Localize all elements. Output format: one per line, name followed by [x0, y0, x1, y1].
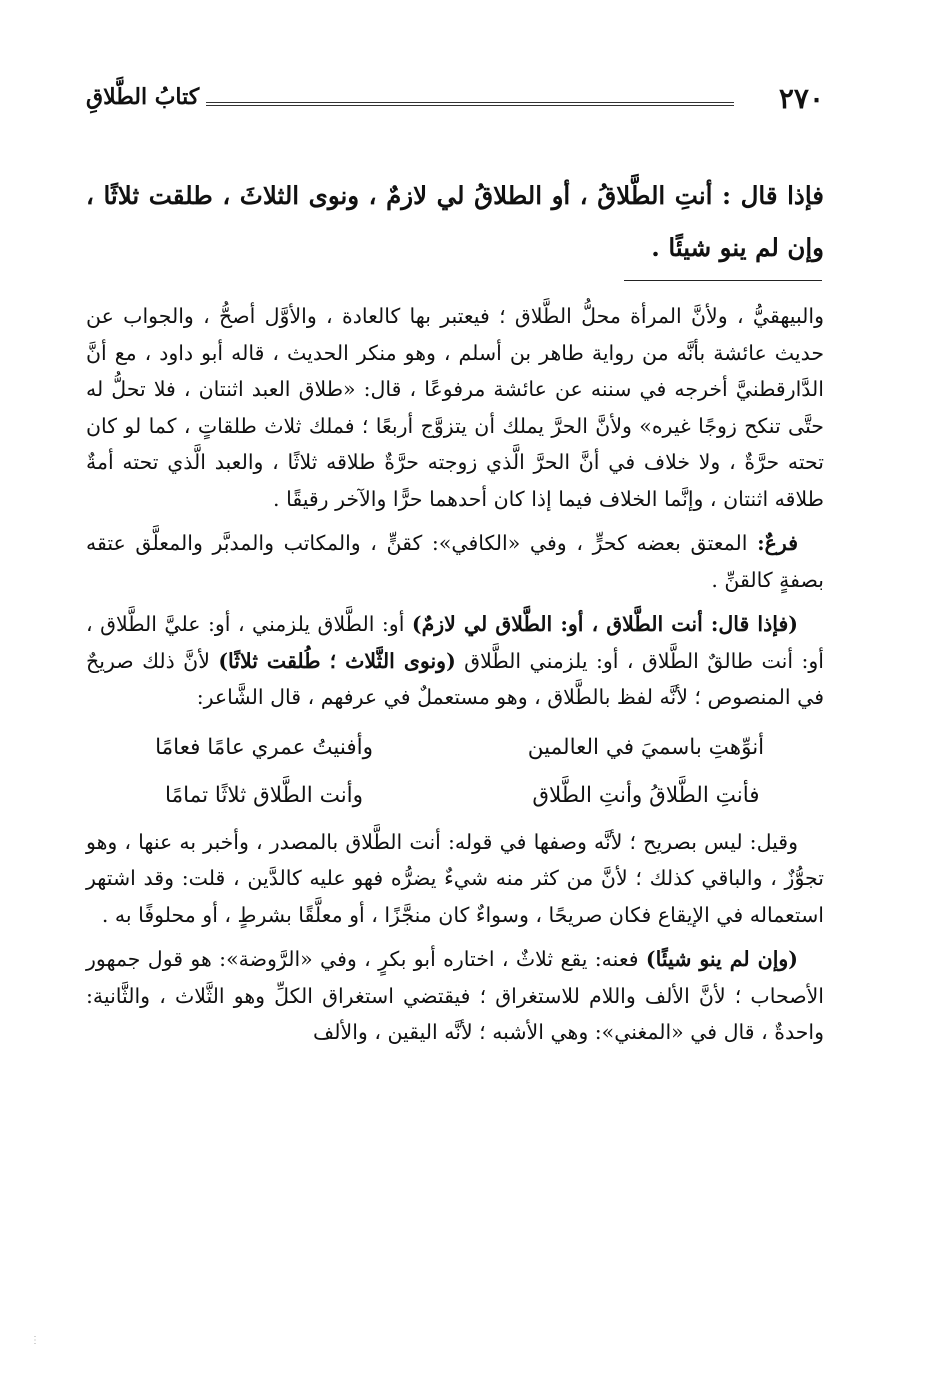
far-label: فرعٌ: [757, 531, 798, 555]
header-rule [206, 102, 734, 106]
verse-1-second-hemistich: وأفنيتُ عمري عامًا فعامًا [155, 734, 373, 760]
commentary-text: أو: الطَّلاق يلزمني ، أو: عليَّ الطَّلاق ، أو: أنت طالقٌ الطَّلاق ، أو: يلزمني الطَّلاق [86, 612, 824, 673]
quoted-matn-2: (ونوى الثَّلاث ؛ طُلقت ثلاثًا) [218, 648, 456, 673]
commentary-paragraph-3 [86, 606, 824, 716]
poem [114, 724, 796, 820]
commentary [86, 298, 824, 1059]
far-text: المعتق بعضه كحرٍّ ، وفي «الكافي»: كقنٍّ ، والمكاتب والمدبَّر والمعلَّق عتقه بصفةٍ كالقنِّ . [86, 531, 824, 592]
page-number: ٢٧٠ [778, 82, 824, 115]
commentary-text: لأنَّ ذلك صريحٌ في المنصوص ؛ لأنَّه لفظ بالطَّلاق ، وهو مستعملٌ في عرفهم ، قال الشَّاعر: [86, 648, 824, 709]
verse-1 [114, 724, 796, 772]
commentary-paragraph-4: وقيل: ليس بصريح ؛ لأنَّه وصفها في قوله: أنت الطَّلاق بالمصدر ، وأخبر به عنها ، وهو تجوُّزٌ ، والباقي كذلك ؛ لأنَّ من كثر منه شيءٌ يضرُّه فهو عليه كالدَّين ، قلت: وقد اشتهر استعماله في الإيقاع فكان صريحًا ، وسواءٌ كان منجَّزًا ، أو معلَّقًا بشرطٍ ، أو محلوفًا به . [86, 829, 824, 927]
commentary-paragraph-5 [86, 941, 824, 1051]
verse-1-first-hemistich: أنوِّهتِ باسميَ في العالمين [527, 734, 765, 760]
main-text: فإذا قال : أنتِ الطَّلاقُ ، أو الطلاقُ لي لازمٌ ، ونوى الثلاثَ ، طلقت ثلاثًا ، وإن لم ينو شيئًا . [86, 181, 824, 262]
verse-2 [114, 772, 796, 820]
quoted-matn-3: (وإن لم ينو شيئًا) [645, 947, 798, 971]
running-title: كتابُ الطَّلاقِ [86, 84, 200, 110]
margin-mark: ⋮ [30, 1335, 40, 1346]
commentary-paragraph-2 [86, 525, 824, 598]
verse-2-first-hemistich: فأنتِ الطَّلاقُ وأنتِ الطَّلاق [532, 782, 760, 808]
commentary-text: فعنه: يقع ثلاثٌ ، اختاره أبو بكرٍ ، وفي «الرَّوضة»: هو قول جمهور الأصحاب ؛ لأنَّ الألف واللام للاستغراق ؛ فيقتضي استغراق الكلِّ وهو الثَّلاث ، والثَّانية: واحدةٌ ، قال في «المغني»: وهي الأشبه ؛ لأنَّه اليقين ، والألف [86, 947, 824, 1044]
commentary-paragraph-1: والبيهقيُّ ، ولأنَّ المرأة محلُّ الطَّلاق ؛ فيعتبر بها كالعادة ، والأوَّل أصحُّ ، والجواب عن حديث عائشة بأنَّه من رواية طاهر بن أسلم ، وهو منكر الحديث ، قاله أبو داود ، مع أنَّ الدَّارقطنيَّ أخرجه في سننه عن عائشة مرفوعًا ، قال: «طلاق العبد اثنتان ، فلا تحلُّ له حتَّى تنكح زوجًا غيره» ولأنَّ الحرَّ يملك أن يتزوَّج أربعًا ؛ فملك ثلاث طلقاتٍ ، كما لو كان تحته حرَّةٌ ، ولا خلاف في أنَّ الحرَّ الَّذي زوجته حرَّةٌ طلاقه ثلاثًا ، والعبد الَّذي تحته أمةٌ طلاقه اثنتان ، وإنَّما الخلاف فيما إذا كان أحدهما حرًّا والآخر رقيقًا . [86, 304, 824, 511]
verse-2-second-hemistich: وأنت الطَّلاق ثلاثًا تمامًا [165, 782, 364, 808]
page-header [86, 82, 824, 122]
quoted-matn-1: (فإذا قال: أنت الطَّلاق ، أو: الطَّلاق لي لازمٌ) [411, 612, 799, 636]
section-divider [624, 280, 822, 281]
